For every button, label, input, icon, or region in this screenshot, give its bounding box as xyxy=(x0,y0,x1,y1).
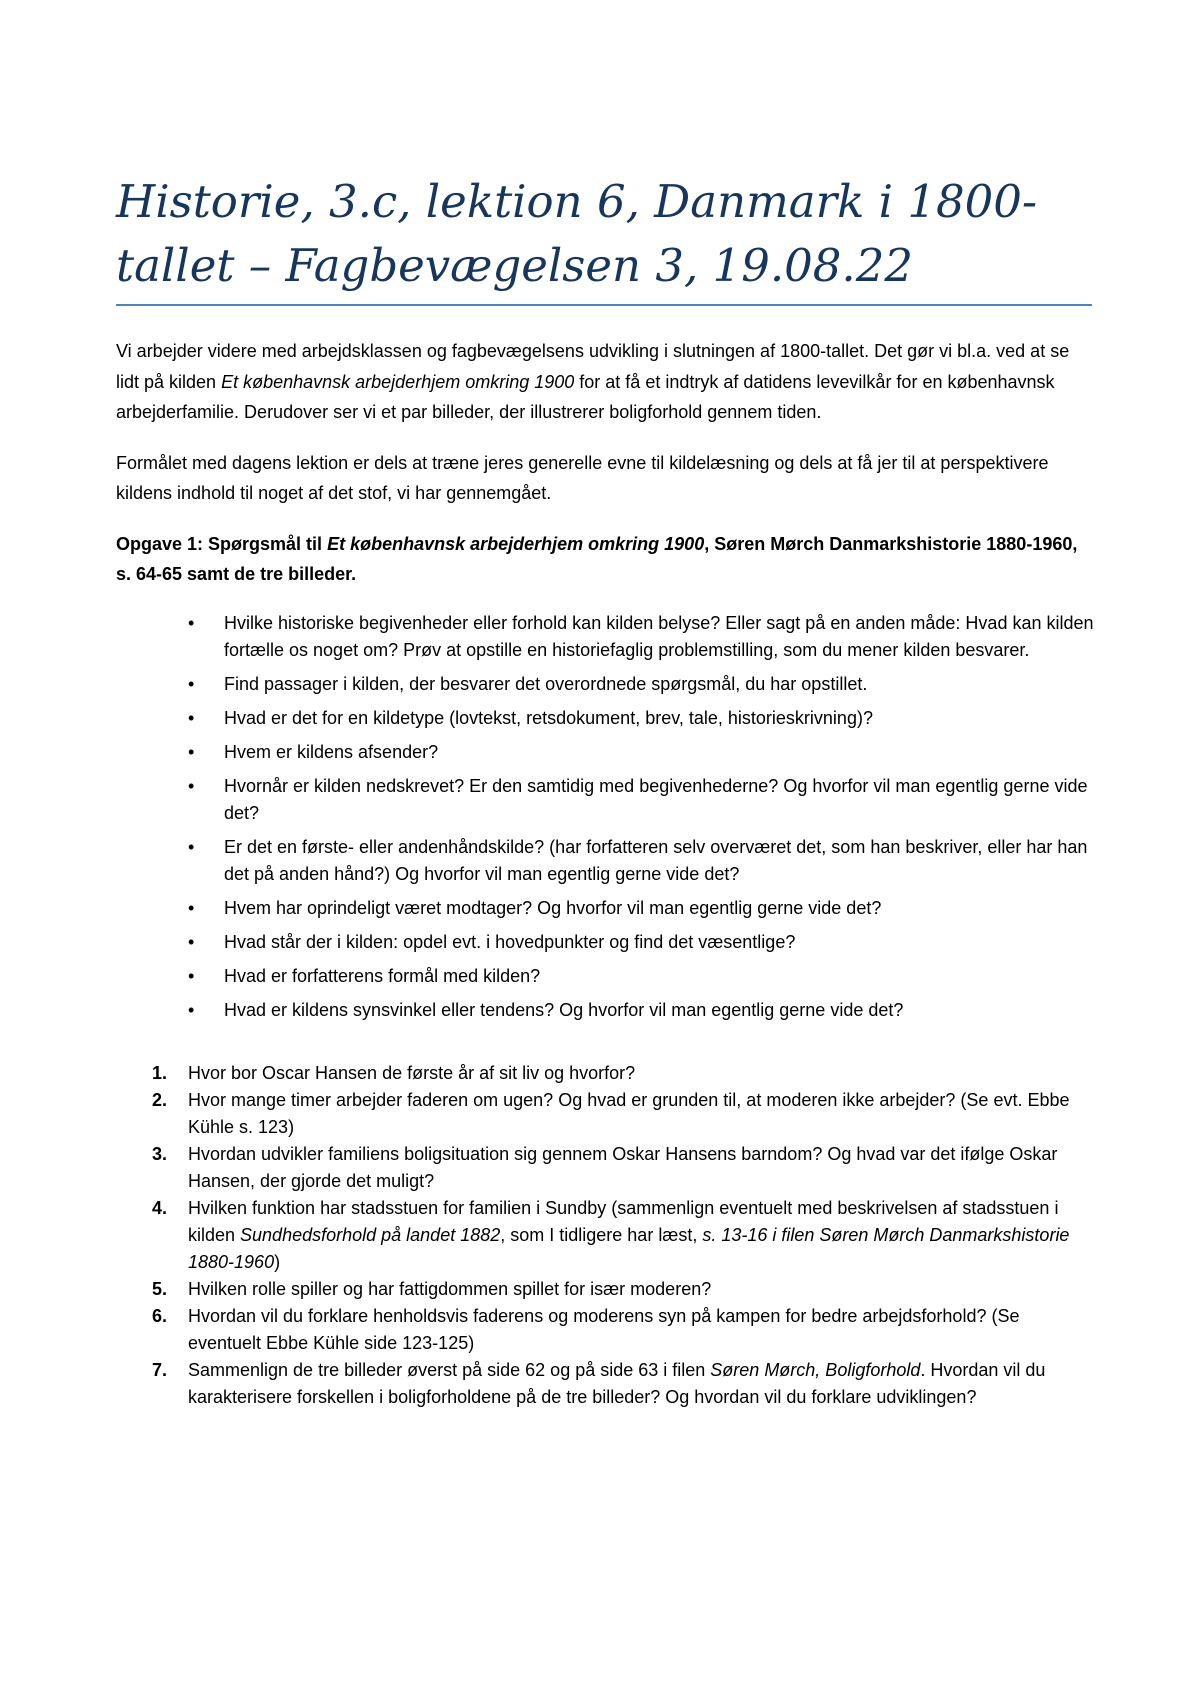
list-item-text: Hvad er forfatterens formål med kilden? xyxy=(224,965,541,986)
list-item-text: Hvem er kildens afsender? xyxy=(224,741,439,762)
list-item-text: Hvad er det for en kildetype (lovtekst, retsdokument, brev, tale, historieskrivning)? xyxy=(224,707,873,728)
question-text: Hvilken funktion har stadsstuen for familien i Sundby (sammenlign eventuelt med beskrivelsen af stadsstuen i kilden xyxy=(188,1197,1059,1245)
task-label: Opgave 1: Spørgsmål til xyxy=(116,533,328,554)
bullet-icon: • xyxy=(188,931,195,952)
question-text: ) xyxy=(274,1251,281,1272)
list-item xyxy=(116,610,1096,664)
question-number: 2. xyxy=(152,1089,168,1110)
intro-paragraph-1 xyxy=(116,336,1096,428)
list-item-text: Hvilke historiske begivenheder eller forhold kan kilden belyse? Eller sagt på en anden måde: Hvad kan kilden fortælle os noget om? Prøv at opstille en historiefaglig problemstilling, som du mener kilden besvarer. xyxy=(224,612,1094,660)
question-number: 6. xyxy=(152,1305,168,1326)
intro-text: for at få et indtryk af datidens levevilkår for en københavnsk arbejderfamilie. Derudover ser vi et par billeder, der illustrerer boligforhold gennem tiden. xyxy=(116,371,1055,422)
bullet-icon: • xyxy=(188,836,195,857)
question-text: Hvor mange timer arbejder faderen om ugen? Og hvad er grunden til, at moderen ikke arbejder? (Se evt. Ebbe Kühle s. 123) xyxy=(188,1089,1070,1137)
source-reference: s. 13-16 i filen Søren Mørch Danmarkshistorie 1880-1960 xyxy=(188,1224,1070,1272)
question-number: 3. xyxy=(152,1143,168,1164)
question-text: . Hvordan vil du karakterisere forskellen i boligforholdene på de tre billeder? Og hvordan vil du forklare udviklingen? xyxy=(188,1359,1046,1407)
list-item-text: Hvem har oprindeligt været modtager? Og hvorfor vil man egentlig gerne vide det? xyxy=(224,897,882,918)
list-item xyxy=(116,739,1096,766)
source-title: Søren Mørch, Boligforhold xyxy=(710,1359,921,1380)
bullet-icon: • xyxy=(188,612,195,633)
bullet-icon: • xyxy=(188,897,195,918)
list-item xyxy=(116,671,1096,698)
list-item xyxy=(116,1060,1096,1087)
list-item xyxy=(116,1276,1096,1303)
bullet-icon: • xyxy=(188,707,195,728)
question-text: Hvordan vil du forklare henholdsvis faderens og moderens syn på kampen for bedre arbejdsforhold? (Se eventuelt Ebbe Kühle side 123-125) xyxy=(188,1305,1020,1353)
title-divider xyxy=(116,304,1092,306)
bullet-icon: • xyxy=(188,741,195,762)
task-source-title: Et københavnsk arbejderhjem omkring 1900 xyxy=(327,533,705,554)
numbered-questions-list xyxy=(116,1060,1096,1411)
intro-paragraph-2: Formålet med dagens lektion er dels at træne jeres generelle evne til kildelæsning og dels at få jer til at perspektivere kildens indhold til noget af det stof, vi har gennemgået. xyxy=(116,452,1049,503)
list-item-text: Hvad er kildens synsvinkel eller tendens? Og hvorfor vil man egentlig gerne vide det? xyxy=(224,999,904,1020)
question-text: Hvor bor Oscar Hansen de første år af sit liv og hvorfor? xyxy=(188,1062,636,1083)
task-heading xyxy=(116,529,1096,590)
bullet-icon: • xyxy=(188,965,195,986)
list-item xyxy=(116,1141,1096,1195)
list-item xyxy=(116,834,1096,888)
list-item xyxy=(116,773,1096,827)
list-item xyxy=(116,929,1096,956)
list-item xyxy=(116,1087,1096,1141)
list-item-text: Hvad står der i kilden: opdel evt. i hovedpunkter og find det væsentlige? xyxy=(224,931,796,952)
question-number: 5. xyxy=(152,1278,168,1299)
source-title: Et københavnsk arbejderhjem omkring 1900 xyxy=(221,371,575,392)
list-item-text: Find passager i kilden, der besvarer det overordnede spørgsmål, du har opstillet. xyxy=(224,673,868,694)
question-text: Hvilken rolle spiller og har fattigdommen spillet for især moderen? xyxy=(188,1278,712,1299)
question-number: 7. xyxy=(152,1359,168,1380)
list-item-text: Hvornår er kilden nedskrevet? Er den samtidig med begivenhederne? Og hvorfor vil man egentlig gerne vide det? xyxy=(224,775,1088,823)
guiding-questions-list xyxy=(116,610,1096,1024)
task-label: , Søren Mørch Danmarkshistorie 1880-1960, s. 64-65 samt de tre billeder. xyxy=(116,533,1078,584)
question-text: , som I tidligere har læst, xyxy=(500,1224,703,1245)
bullet-icon: • xyxy=(188,775,195,796)
bullet-icon: • xyxy=(188,999,195,1020)
bullet-icon: • xyxy=(188,673,195,694)
page-title: Historie, 3.c, lektion 6, Danmark i 1800-tallet – Fagbevægelsen 3, 19.08.22 xyxy=(116,175,1038,292)
question-text: Sammenlign de tre billeder øverst på side 62 og på side 63 i filen xyxy=(188,1359,711,1380)
list-item xyxy=(116,1303,1096,1357)
intro-text: Vi arbejder videre med arbejdsklassen og fagbevægelsens udvikling i slutningen af 1800-tallet. Det gør vi bl.a. ved at se lidt på kilden xyxy=(116,341,1070,392)
question-number: 1. xyxy=(152,1062,168,1083)
list-item xyxy=(116,963,1096,990)
list-item xyxy=(116,997,1096,1024)
document-body xyxy=(116,336,1096,1411)
list-item-text: Er det en første- eller andenhåndskilde? (har forfatteren selv overværet det, som han beskriver, eller har han det på anden hånd?) Og hvorfor vil man egentlig gerne vide det? xyxy=(224,836,1088,884)
source-title: Sundhedsforhold på landet 1882 xyxy=(240,1224,501,1245)
list-item xyxy=(116,895,1096,922)
list-item xyxy=(116,1357,1096,1411)
question-number: 4. xyxy=(152,1197,168,1218)
list-item xyxy=(116,705,1096,732)
question-text: Hvordan udvikler familiens boligsituation sig gennem Oskar Hansens barndom? Og hvad var det ifølge Oskar Hansen, der gjorde det muligt? xyxy=(188,1143,1058,1191)
list-item xyxy=(116,1195,1096,1276)
